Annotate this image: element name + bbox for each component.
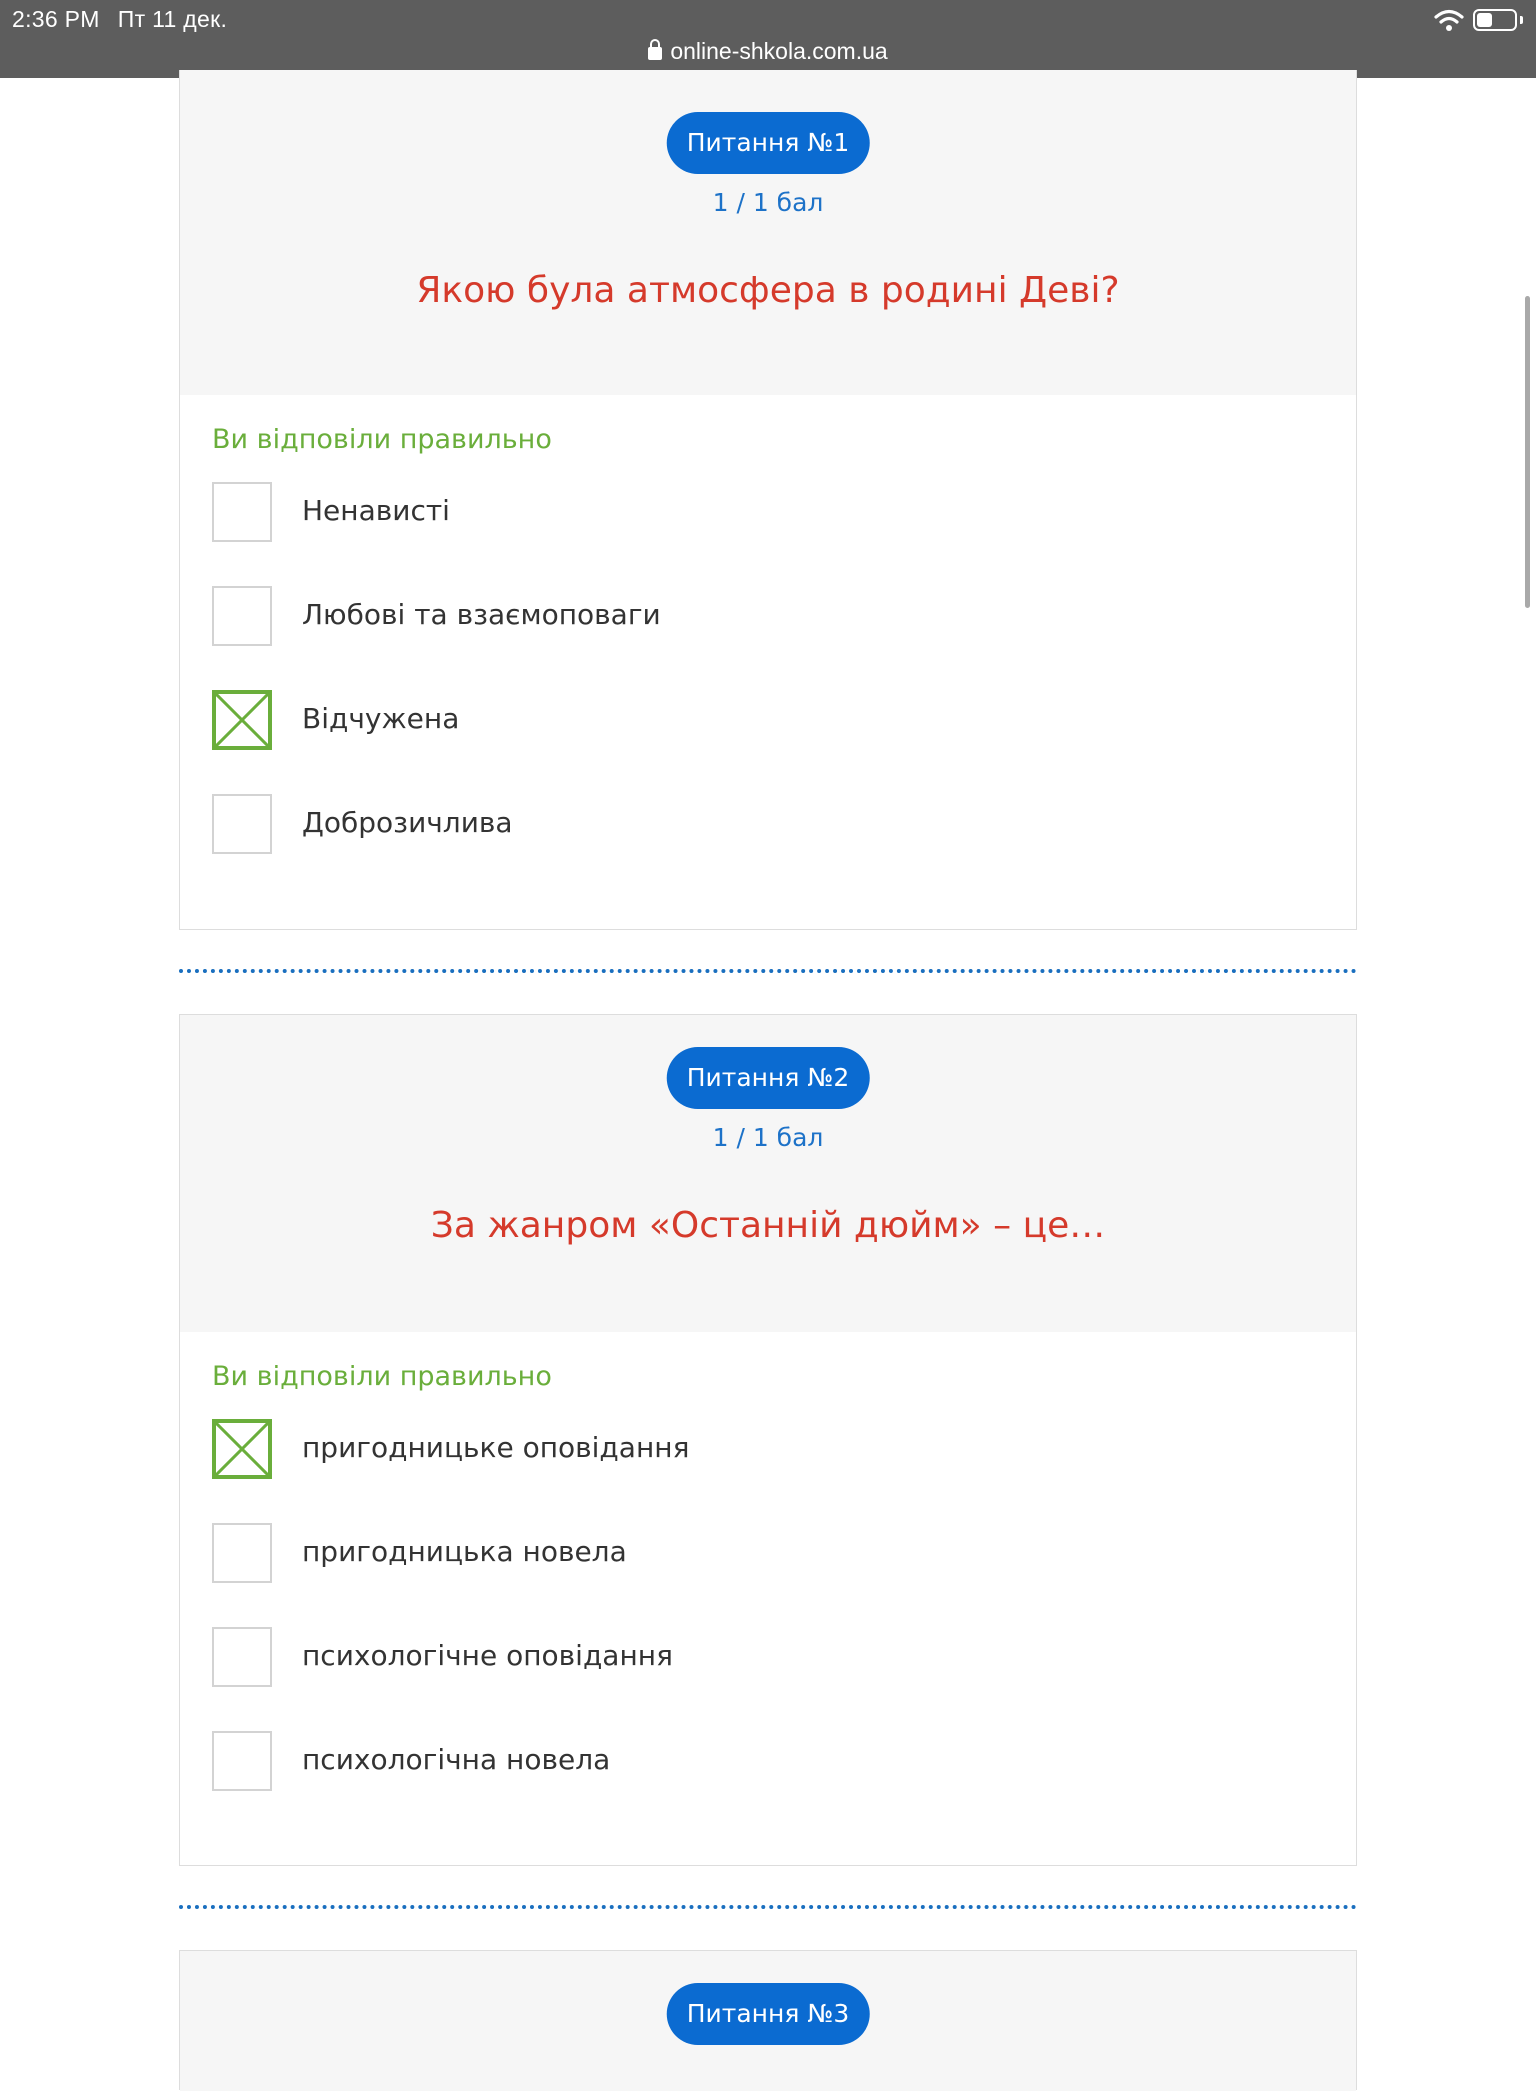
answer-option[interactable]	[212, 1627, 1112, 1731]
result-label: Ви відповіли правильно	[212, 1361, 552, 1392]
question-number-pill: Питання №3	[667, 1983, 870, 2045]
checkbox-checked[interactable]	[212, 690, 272, 750]
date: Пт 11 дек.	[117, 6, 228, 32]
lock-icon	[648, 47, 662, 60]
question-score: 1 / 1 бал	[712, 188, 824, 217]
checkbox[interactable]	[212, 1523, 272, 1583]
question-header	[180, 1015, 1356, 1332]
result-label: Ви відповіли правильно	[212, 424, 552, 455]
question-number-pill: Питання №2	[667, 1047, 870, 1109]
checkbox[interactable]	[212, 794, 272, 854]
question-score: 1 / 1 бал	[712, 1123, 824, 1152]
url-text: online-shkola.com.ua	[670, 38, 888, 64]
question-card-3	[179, 1950, 1357, 2090]
question-divider	[179, 969, 1357, 973]
option-label: Доброзичлива	[302, 806, 513, 839]
question-divider	[179, 1905, 1357, 1909]
answer-option[interactable]	[212, 586, 1112, 690]
answer-option[interactable]	[212, 794, 1112, 898]
answer-option[interactable]	[212, 690, 1112, 794]
clock: 2:36 PM	[12, 6, 100, 32]
scrollbar[interactable]	[1525, 296, 1530, 608]
option-label: психологічна новела	[302, 1743, 611, 1776]
option-label: пригодницька новела	[302, 1535, 627, 1568]
question-text: Якою була атмосфера в родині Деві?	[416, 270, 1120, 311]
option-label: Ненависті	[302, 494, 450, 527]
checked-cross-icon	[216, 694, 268, 746]
wifi-icon	[1434, 8, 1464, 32]
checkbox[interactable]	[212, 482, 272, 542]
checkbox[interactable]	[212, 1731, 272, 1791]
question-header	[180, 1951, 1356, 2091]
option-label: пригодницьке оповідання	[302, 1431, 690, 1464]
answer-option[interactable]	[212, 1419, 1112, 1523]
checked-cross-icon	[216, 1423, 268, 1475]
answer-options	[212, 1419, 1112, 1835]
question-header	[180, 70, 1356, 395]
answer-option[interactable]	[212, 1523, 1112, 1627]
question-card-2	[179, 1014, 1357, 1866]
battery-fill	[1477, 13, 1492, 27]
battery-tip	[1520, 16, 1523, 24]
status-time	[12, 6, 227, 33]
option-label: Відчужена	[302, 702, 460, 735]
answer-options	[212, 482, 1112, 898]
checkbox-checked[interactable]	[212, 1419, 272, 1479]
status-bar	[0, 0, 1536, 78]
address-bar[interactable]	[0, 38, 1536, 65]
battery-icon	[1473, 9, 1517, 31]
answer-option[interactable]	[212, 482, 1112, 586]
question-card-1	[179, 70, 1357, 930]
option-label: психологічне оповідання	[302, 1639, 673, 1672]
checkbox[interactable]	[212, 1627, 272, 1687]
question-number-pill: Питання №1	[667, 112, 870, 174]
checkbox[interactable]	[212, 586, 272, 646]
option-label: Любові та взаємоповаги	[302, 598, 661, 631]
question-text: За жанром «Останній дюйм» – це…	[430, 1205, 1106, 1246]
answer-option[interactable]	[212, 1731, 1112, 1835]
